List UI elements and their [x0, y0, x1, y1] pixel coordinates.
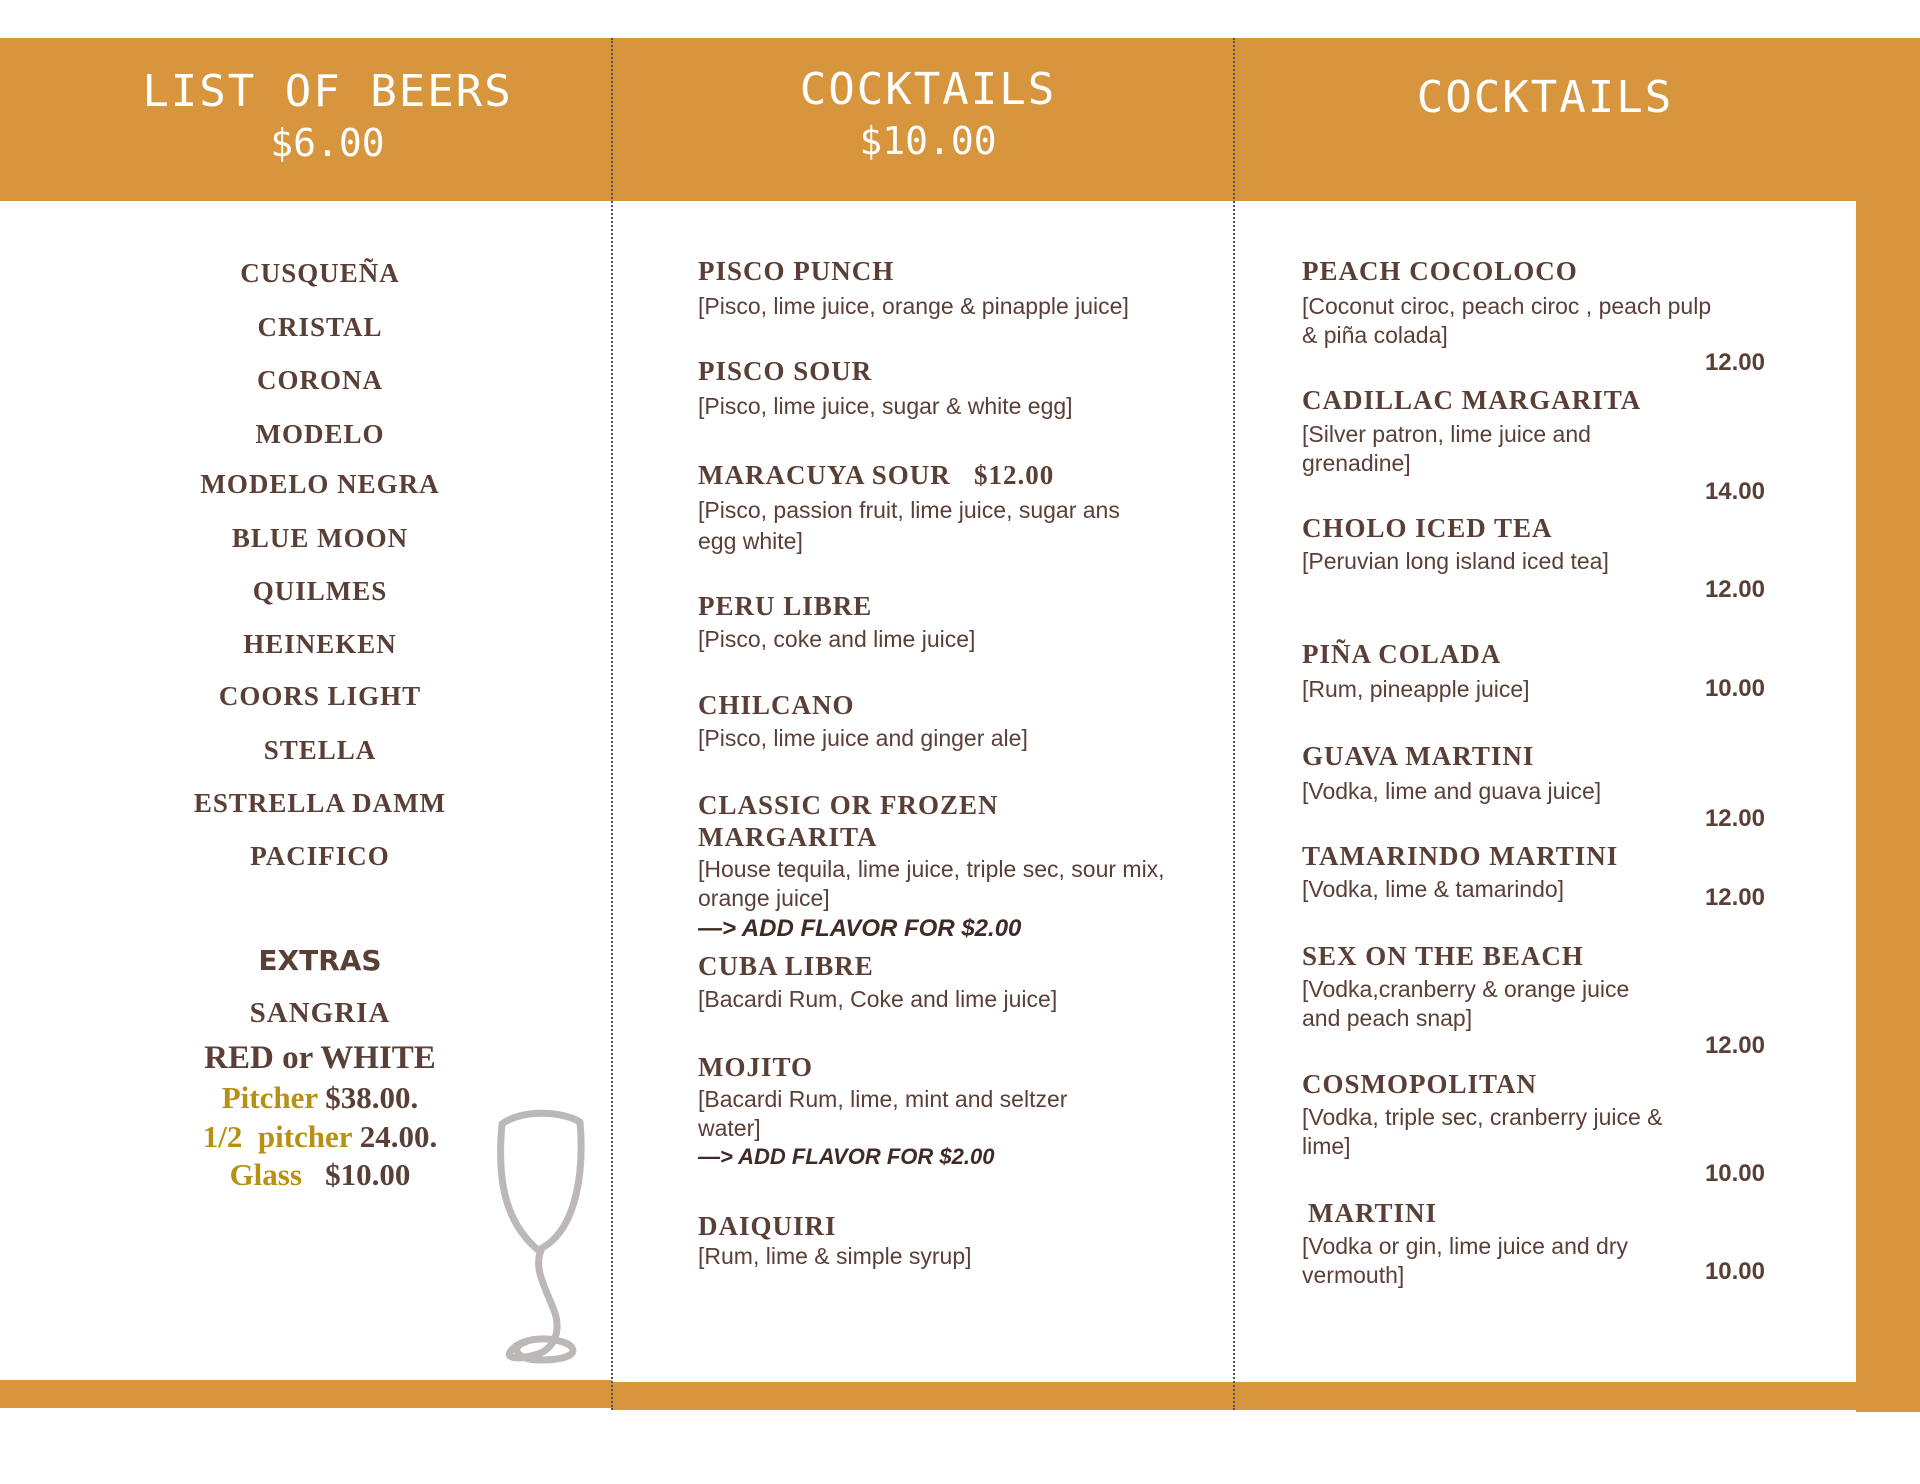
cocktail-price: 12.00 [1704, 805, 1765, 832]
cocktail-name: PEACH COCOLOCO [1302, 256, 1578, 286]
cocktail-desc: [Bacardi Rum, lime, mint and seltzer water] [698, 1086, 1068, 1141]
cocktail-name: PISCO SOUR [698, 356, 873, 386]
cocktail-desc: [Bacardi Rum, Coke and lime juice] [698, 986, 1058, 1012]
beer-item: ESTRELLA DAMM [193, 788, 447, 818]
cocktail-name: CLASSIC OR FROZEN MARGARITA [698, 790, 999, 852]
cocktail-desc: [Pisco, lime juice, orange & pinapple juice] [698, 293, 1129, 319]
cocktail-price: 12.00 [1704, 1032, 1765, 1059]
extras-title: EXTRAS [258, 944, 382, 977]
cocktail-desc: [Pisco, coke and lime juice] [698, 626, 976, 652]
cocktail-name: MARTINI [1308, 1198, 1438, 1228]
pitcher-label: Pitcher [221, 1080, 318, 1115]
cocktail-desc: [Coconut ciroc, peach ciroc , peach pulp & piña colada] [1302, 293, 1712, 348]
beer-item: PACIFICO [250, 841, 390, 871]
cocktails-title-2: COCKTAILS [1416, 72, 1674, 123]
cocktails-price-1: $10.00 [859, 119, 997, 163]
cocktail-desc: [Vodka, lime and guava juice] [1302, 778, 1602, 804]
cocktail-desc: [Rum, lime & simple syrup] [698, 1243, 972, 1269]
cocktail-desc: [Pisco, passion fruit, lime juice, sugar ans egg white] [698, 497, 1120, 554]
cocktail-price: 10.00 [1704, 1160, 1765, 1187]
cocktail-name: PERU LIBRE [698, 591, 873, 621]
cocktail-desc: [Pisco, lime juice, sugar & white egg] [698, 393, 1073, 419]
wine-glass-icon [480, 1108, 590, 1368]
cocktail-desc: [Silver patron, lime juice and grenadine] [1302, 421, 1591, 476]
beer-item: MODELO NEGRA [200, 469, 440, 499]
beer-item: CUSQUEÑA [240, 258, 400, 288]
beer-item: HEINEKEN [243, 629, 397, 659]
beer-item: BLUE MOON [231, 523, 409, 553]
cocktail-name: CHOLO ICED TEA [1302, 513, 1553, 543]
sangria-label: SANGRIA [249, 997, 391, 1029]
beer-item: MODELO [255, 419, 385, 449]
half-pitcher-label: 1/2 pitcher [202, 1119, 352, 1154]
add-flavor-note: —> ADD FLAVOR FOR $2.00 [698, 1144, 995, 1169]
cocktail-name: CHILCANO [698, 690, 855, 720]
glass-label: Glass [229, 1157, 302, 1192]
cocktail-name: DAIQUIRI [698, 1211, 837, 1241]
cocktail-name: COSMOPOLITAN [1302, 1069, 1538, 1099]
beers-price: $6.00 [270, 121, 385, 165]
cocktail-desc: [Vodka, triple sec, cranberry juice & lime] [1302, 1104, 1663, 1159]
cocktail-name: PISCO PUNCH [698, 256, 895, 286]
column-divider-2 [1233, 38, 1235, 1410]
add-flavor-note: —> ADD FLAVOR FOR $2.00 [698, 915, 1022, 942]
cocktail-name: GUAVA MARTINI [1302, 741, 1535, 771]
beer-item: CORONA [257, 365, 383, 395]
beers-header [0, 66, 655, 165]
cocktail-desc: [Rum, pineapple juice] [1302, 676, 1530, 702]
cocktail-price: 14.00 [1704, 478, 1765, 505]
cocktail-name: MARACUYA SOUR $12.00 [698, 460, 1055, 490]
beers-title: LIST OF BEERS [142, 66, 513, 117]
footer-band-left [0, 1380, 612, 1408]
cocktails-header-2 [1234, 72, 1856, 123]
cocktails-title-1: COCKTAILS [799, 64, 1057, 115]
glass-price: $10.00 [325, 1157, 411, 1192]
cocktail-desc: [Vodka, lime & tamarindo] [1302, 876, 1565, 902]
sangria-type: RED or WHITE [204, 1040, 436, 1076]
cocktail-name: SEX ON THE BEACH [1302, 941, 1584, 971]
beer-item: STELLA [263, 735, 377, 765]
beer-item: QUILMES [252, 576, 388, 606]
cocktail-desc: [Vodka or gin, lime juice and dry vermouth] [1302, 1233, 1629, 1288]
cocktail-desc: [House tequila, lime juice, triple sec, sour mix, orange juice] [698, 856, 1165, 911]
column-divider-1 [611, 38, 613, 1410]
cocktail-name: CUBA LIBRE [698, 951, 874, 981]
cocktail-price: 10.00 [1704, 1258, 1765, 1285]
cocktail-name: PIÑA COLADA [1302, 639, 1502, 669]
cocktail-price: 12.00 [1704, 576, 1765, 603]
cocktail-price: 10.00 [1704, 675, 1765, 702]
cocktail-name: MOJITO [698, 1052, 814, 1082]
cocktail-desc: [Vodka,cranberry & orange juice and peach snap] [1302, 976, 1630, 1031]
right-side-band [1856, 38, 1920, 1412]
cocktail-price: 12.00 [1704, 349, 1765, 376]
beer-item: COORS LIGHT [218, 681, 422, 711]
cocktail-name: TAMARINDO MARTINI [1302, 841, 1619, 871]
cocktail-desc: [Peruvian long island iced tea] [1302, 548, 1609, 574]
cocktail-desc: [Pisco, lime juice and ginger ale] [698, 725, 1028, 751]
cocktail-price: 12.00 [1704, 884, 1765, 911]
half-pitcher-price: 24.00. [359, 1119, 438, 1154]
cocktails-header-1 [612, 64, 1244, 163]
cocktail-name: CADILLAC MARGARITA [1302, 385, 1642, 415]
beer-item: CRISTAL [257, 312, 383, 342]
pitcher-price: $38.00. [325, 1080, 419, 1115]
